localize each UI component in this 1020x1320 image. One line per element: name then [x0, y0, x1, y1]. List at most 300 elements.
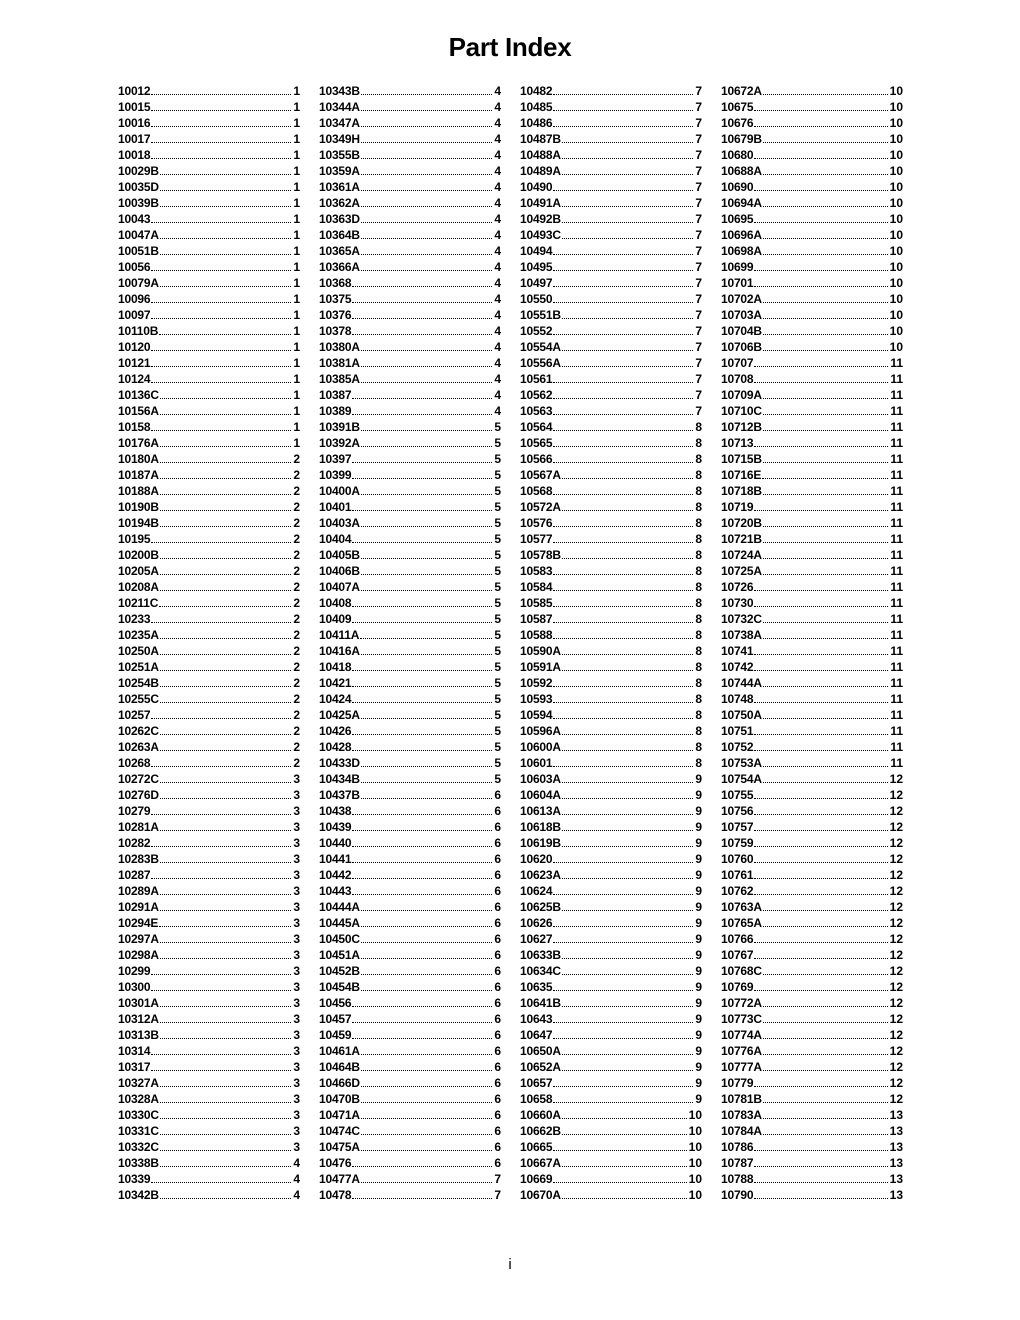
- dot-leader: [160, 462, 291, 463]
- dot-leader: [352, 702, 492, 703]
- dot-leader: [553, 254, 693, 255]
- index-entry: [319, 819, 501, 835]
- index-entry: [721, 291, 903, 307]
- index-entry: [319, 435, 501, 451]
- page-reference: 10: [688, 1124, 702, 1138]
- index-entry: [319, 771, 501, 787]
- page-reference: 6: [494, 1140, 501, 1154]
- page-reference: 7: [695, 276, 702, 290]
- index-entry: [319, 419, 501, 435]
- page-reference: 12: [889, 884, 903, 898]
- index-entry: [118, 979, 300, 995]
- part-number: 10650A: [520, 1044, 561, 1058]
- index-entry: [721, 1043, 903, 1059]
- dot-leader: [352, 1022, 492, 1023]
- page-reference: 8: [695, 756, 702, 770]
- part-number: 10742: [721, 660, 754, 674]
- dot-leader: [754, 126, 887, 127]
- dot-leader: [762, 478, 888, 479]
- index-entry: [721, 947, 903, 963]
- page-reference: 12: [889, 772, 903, 786]
- page-reference: 1: [293, 116, 300, 130]
- dot-leader: [754, 190, 887, 191]
- page-reference: 4: [494, 116, 501, 130]
- part-number: 10750A: [721, 708, 762, 722]
- index-entry: [721, 979, 903, 995]
- dot-leader: [361, 1086, 492, 1087]
- dot-leader: [553, 270, 693, 271]
- page-reference: 7: [695, 212, 702, 226]
- page-reference: 13: [889, 1140, 903, 1154]
- index-entry: [319, 723, 501, 739]
- page-reference: 7: [695, 196, 702, 210]
- page-reference: 4: [494, 276, 501, 290]
- index-entry: [118, 115, 300, 131]
- part-number: 10676: [721, 116, 754, 130]
- part-number: 10768C: [721, 964, 762, 978]
- index-entry: [118, 899, 300, 915]
- part-number: 10690: [721, 180, 754, 194]
- part-number: 10601: [520, 756, 553, 770]
- index-entry: [319, 675, 501, 691]
- dot-leader: [160, 1198, 291, 1199]
- page-reference: 11: [890, 564, 903, 578]
- dot-leader: [352, 670, 492, 671]
- index-entry: [721, 1123, 903, 1139]
- part-number: 10748: [721, 692, 754, 706]
- page-reference: 7: [695, 372, 702, 386]
- part-number: 10669: [520, 1172, 553, 1186]
- page-reference: 2: [293, 612, 300, 626]
- page-reference: 8: [695, 740, 702, 754]
- page-reference: 9: [695, 772, 702, 786]
- page-reference: 4: [494, 260, 501, 274]
- page-reference: 2: [293, 484, 300, 498]
- page-reference: 11: [890, 756, 903, 770]
- index-entry: [118, 467, 300, 483]
- page-reference: 2: [293, 756, 300, 770]
- index-entry: [118, 819, 300, 835]
- index-entry: [118, 291, 300, 307]
- part-number: 10442: [319, 868, 352, 882]
- index-entry: [319, 883, 501, 899]
- dot-leader: [160, 750, 291, 751]
- dot-leader: [553, 190, 693, 191]
- page-reference: 12: [889, 980, 903, 994]
- dot-leader: [562, 782, 693, 783]
- index-entry: [319, 483, 501, 499]
- index-entry: [118, 1011, 300, 1027]
- dot-leader: [754, 1150, 887, 1151]
- index-entry: [118, 915, 300, 931]
- dot-leader: [361, 238, 492, 239]
- page-reference: 10: [688, 1108, 702, 1122]
- part-number: 10720B: [721, 516, 762, 530]
- index-entry: [319, 147, 501, 163]
- dot-leader: [562, 318, 693, 319]
- page-reference: 11: [890, 580, 903, 594]
- index-entry: [721, 707, 903, 723]
- page-reference: 4: [494, 404, 501, 418]
- part-number: 10485: [520, 100, 553, 114]
- dot-leader: [553, 382, 693, 383]
- part-number: 10732C: [721, 612, 762, 626]
- page-reference: 3: [293, 900, 300, 914]
- index-entry: [721, 515, 903, 531]
- part-number: 10317: [118, 1060, 151, 1074]
- part-number: 10409: [319, 612, 352, 626]
- part-number: 10136C: [118, 388, 159, 402]
- page-reference: 11: [890, 708, 903, 722]
- part-number: 10738A: [721, 628, 762, 642]
- part-number: 10752: [721, 740, 754, 754]
- page-reference: 8: [695, 436, 702, 450]
- index-entry: [721, 243, 903, 259]
- part-number: 10576: [520, 516, 553, 530]
- part-number: 10583: [520, 564, 553, 578]
- page-reference: 11: [890, 388, 903, 402]
- page-reference: 7: [494, 1172, 501, 1186]
- part-number: 10568: [520, 484, 553, 498]
- index-entry: [319, 1123, 501, 1139]
- dot-leader: [361, 1182, 492, 1183]
- dot-leader: [763, 94, 888, 95]
- dot-leader: [553, 606, 693, 607]
- page-reference: 5: [494, 628, 501, 642]
- part-number: 10355B: [319, 148, 360, 162]
- part-number: 10710C: [721, 404, 762, 418]
- index-entry: [319, 691, 501, 707]
- dot-leader: [754, 270, 887, 271]
- dot-leader: [361, 222, 492, 223]
- page-reference: 7: [695, 404, 702, 418]
- part-number: 10783A: [721, 1108, 762, 1122]
- dot-leader: [562, 846, 693, 847]
- index-entry: [721, 211, 903, 227]
- index-entry: [721, 1011, 903, 1027]
- index-entry: [721, 819, 903, 835]
- dot-leader: [361, 382, 492, 383]
- part-number: 10012: [118, 84, 151, 98]
- part-number: 10451A: [319, 948, 360, 962]
- index-entry: [520, 947, 702, 963]
- part-number: 10772A: [721, 996, 762, 1010]
- dot-leader: [562, 478, 693, 479]
- part-number: 10250A: [118, 644, 159, 658]
- page-reference: 9: [695, 916, 702, 930]
- part-number: 10362A: [319, 196, 360, 210]
- dot-leader: [352, 830, 492, 831]
- page-reference: 8: [695, 596, 702, 610]
- dot-leader: [160, 206, 291, 207]
- index-entry: [319, 931, 501, 947]
- part-number: 10701: [721, 276, 754, 290]
- index-entry: [118, 99, 300, 115]
- dot-leader: [553, 286, 693, 287]
- part-number: 10784A: [721, 1124, 762, 1138]
- index-entry: [319, 1011, 501, 1027]
- index-entry: [118, 675, 300, 691]
- index-entry: [721, 1155, 903, 1171]
- dot-leader: [151, 1182, 291, 1183]
- dot-leader: [361, 558, 492, 559]
- part-number: 10035D: [118, 180, 159, 194]
- part-number: 10300: [118, 980, 151, 994]
- page-reference: 6: [494, 1108, 501, 1122]
- page-reference: 4: [494, 164, 501, 178]
- index-entry: [319, 211, 501, 227]
- dot-leader: [361, 910, 492, 911]
- page-reference: 8: [695, 580, 702, 594]
- page-reference: 1: [293, 228, 300, 242]
- part-number: 10567A: [520, 468, 561, 482]
- index-entry: [721, 995, 903, 1011]
- part-number: 10433D: [319, 756, 360, 770]
- dot-leader: [763, 1054, 888, 1055]
- part-number: 10704B: [721, 324, 762, 338]
- part-number: 10338B: [118, 1156, 159, 1170]
- part-number: 10623A: [520, 868, 561, 882]
- part-number: 10342B: [118, 1188, 159, 1202]
- index-entry: [319, 755, 501, 771]
- part-number: 10385A: [319, 372, 360, 386]
- dot-leader: [352, 846, 492, 847]
- page-reference: 11: [890, 372, 903, 386]
- part-number: 10156A: [118, 404, 159, 418]
- dot-leader: [754, 702, 888, 703]
- index-entry: [721, 179, 903, 195]
- dot-leader: [361, 958, 492, 959]
- page-reference: 8: [695, 484, 702, 498]
- dot-leader: [553, 862, 693, 863]
- part-number: 10550: [520, 292, 553, 306]
- index-entry: [319, 339, 501, 355]
- part-number: 10719: [721, 500, 754, 514]
- page-reference: 8: [695, 692, 702, 706]
- page-reference: 11: [890, 420, 903, 434]
- part-number: 10552: [520, 324, 553, 338]
- dot-leader: [361, 430, 492, 431]
- page-reference: 13: [889, 1156, 903, 1170]
- page-reference: 12: [889, 996, 903, 1010]
- index-entry: [118, 211, 300, 227]
- index-entry: [118, 403, 300, 419]
- page-reference: 9: [695, 948, 702, 962]
- page-reference: 11: [890, 660, 903, 674]
- part-number: 10331C: [118, 1124, 159, 1138]
- dot-leader: [763, 350, 888, 351]
- dot-leader: [553, 590, 693, 591]
- part-number: 10375: [319, 292, 352, 306]
- dot-leader: [553, 110, 693, 111]
- page-reference: 8: [695, 452, 702, 466]
- page-reference: 9: [695, 1044, 702, 1058]
- dot-leader: [562, 510, 693, 511]
- part-number: 10397: [319, 452, 352, 466]
- part-number: 10709A: [721, 388, 762, 402]
- page-reference: 8: [695, 516, 702, 530]
- part-number: 10096: [118, 292, 151, 306]
- page-reference: 3: [293, 1060, 300, 1074]
- part-number: 10056: [118, 260, 151, 274]
- part-number: 10282: [118, 836, 151, 850]
- part-number: 10763A: [721, 900, 762, 914]
- page-reference: 2: [293, 500, 300, 514]
- dot-leader: [553, 494, 693, 495]
- part-number: 10670A: [520, 1188, 561, 1202]
- index-entry: [721, 339, 903, 355]
- index-entry: [319, 595, 501, 611]
- dot-leader: [763, 206, 888, 207]
- page-reference: 6: [494, 900, 501, 914]
- dot-leader: [763, 766, 888, 767]
- dot-leader: [160, 942, 291, 943]
- page-reference: 1: [293, 212, 300, 226]
- page-reference: 11: [890, 692, 903, 706]
- dot-leader: [160, 254, 291, 255]
- dot-leader: [361, 766, 492, 767]
- dot-leader: [361, 926, 492, 927]
- page-reference: 4: [494, 324, 501, 338]
- dot-leader: [160, 590, 291, 591]
- page-reference: 11: [890, 436, 903, 450]
- page-reference: 2: [293, 708, 300, 722]
- page-reference: 12: [889, 932, 903, 946]
- dot-leader: [160, 574, 291, 575]
- page-reference: 12: [889, 836, 903, 850]
- page-reference: 6: [494, 788, 501, 802]
- dot-leader: [361, 446, 492, 447]
- dot-leader: [763, 910, 888, 911]
- part-number: 10424: [319, 692, 352, 706]
- index-entry: [118, 275, 300, 291]
- page-reference: 4: [494, 84, 501, 98]
- index-entry: [721, 627, 903, 643]
- index-entry: [721, 403, 903, 419]
- part-number: 10591A: [520, 660, 561, 674]
- dot-leader: [562, 158, 693, 159]
- index-entry: [319, 515, 501, 531]
- page-reference: 13: [889, 1188, 903, 1202]
- index-entry: [721, 227, 903, 243]
- part-number: 10730: [721, 596, 754, 610]
- page-reference: 2: [293, 724, 300, 738]
- page-title: Part Index: [448, 32, 572, 62]
- part-number: 10706B: [721, 340, 762, 354]
- page-reference: 12: [889, 804, 903, 818]
- dot-leader: [553, 398, 693, 399]
- part-number: 10366A: [319, 260, 360, 274]
- page-reference: 4: [293, 1156, 300, 1170]
- part-number: 10450C: [319, 932, 360, 946]
- page-reference: 10: [688, 1156, 702, 1170]
- part-number: 10486: [520, 116, 553, 130]
- dot-leader: [562, 174, 693, 175]
- part-number: 10389: [319, 404, 352, 418]
- index-entry: [721, 787, 903, 803]
- index-entry: [520, 83, 702, 99]
- page-reference: 8: [695, 628, 702, 642]
- page-reference: 11: [890, 740, 903, 754]
- dot-leader: [553, 638, 693, 639]
- index-entry: [118, 163, 300, 179]
- dot-leader: [553, 526, 693, 527]
- index-entry: [118, 1187, 300, 1203]
- dot-leader: [763, 622, 888, 623]
- page-reference: 3: [293, 1092, 300, 1106]
- dot-leader: [553, 990, 693, 991]
- page-reference: 6: [494, 932, 501, 946]
- index-entry: [319, 323, 501, 339]
- index-entry: [520, 211, 702, 227]
- part-number: 10291A: [118, 900, 159, 914]
- part-number: 10211C: [118, 596, 159, 610]
- dot-leader: [361, 126, 492, 127]
- dot-leader: [754, 158, 887, 159]
- index-entry: [319, 739, 501, 755]
- page-reference: 1: [293, 164, 300, 178]
- index-entry: [118, 867, 300, 883]
- dot-leader: [160, 638, 291, 639]
- part-number: 10297A: [118, 932, 159, 946]
- part-number: 10478: [319, 1188, 352, 1202]
- dot-leader: [553, 430, 693, 431]
- page-reference: 4: [293, 1172, 300, 1186]
- part-number: 10679B: [721, 132, 762, 146]
- index-entry: [118, 691, 300, 707]
- index-entry: [319, 467, 501, 483]
- part-number: 10635: [520, 980, 553, 994]
- part-number: 10781B: [721, 1092, 762, 1106]
- dot-leader: [562, 1134, 687, 1135]
- index-entry: [319, 547, 501, 563]
- part-number: 10755: [721, 788, 754, 802]
- part-number: 10786: [721, 1140, 754, 1154]
- part-number: 10667A: [520, 1156, 561, 1170]
- part-number: 10444A: [319, 900, 360, 914]
- part-number: 10604A: [520, 788, 561, 802]
- index-entry: [319, 851, 501, 867]
- dot-leader: [553, 126, 693, 127]
- index-entry: [520, 515, 702, 531]
- index-entry: [319, 259, 501, 275]
- part-number: 10281A: [118, 820, 159, 834]
- page-reference: 2: [293, 692, 300, 706]
- index-entry: [319, 403, 501, 419]
- part-number: 10121: [118, 356, 151, 370]
- page-reference: 11: [890, 468, 903, 482]
- dot-leader: [352, 1006, 492, 1007]
- dot-leader: [562, 1070, 693, 1071]
- index-entry: [520, 1155, 702, 1171]
- dot-leader: [160, 190, 291, 191]
- part-number: 10454B: [319, 980, 360, 994]
- page-reference: 4: [494, 372, 501, 386]
- page-reference: 10: [889, 196, 903, 210]
- dot-leader: [361, 1102, 492, 1103]
- dot-leader: [562, 910, 693, 911]
- index-entry: [319, 611, 501, 627]
- page-reference: 6: [494, 836, 501, 850]
- part-number: 10721B: [721, 532, 762, 546]
- index-entry: [520, 867, 702, 883]
- dot-leader: [754, 942, 887, 943]
- part-number: 10759: [721, 836, 754, 850]
- index-entry: [520, 915, 702, 931]
- part-number: 10652A: [520, 1060, 561, 1074]
- index-entry: [118, 611, 300, 627]
- dot-leader: [361, 206, 492, 207]
